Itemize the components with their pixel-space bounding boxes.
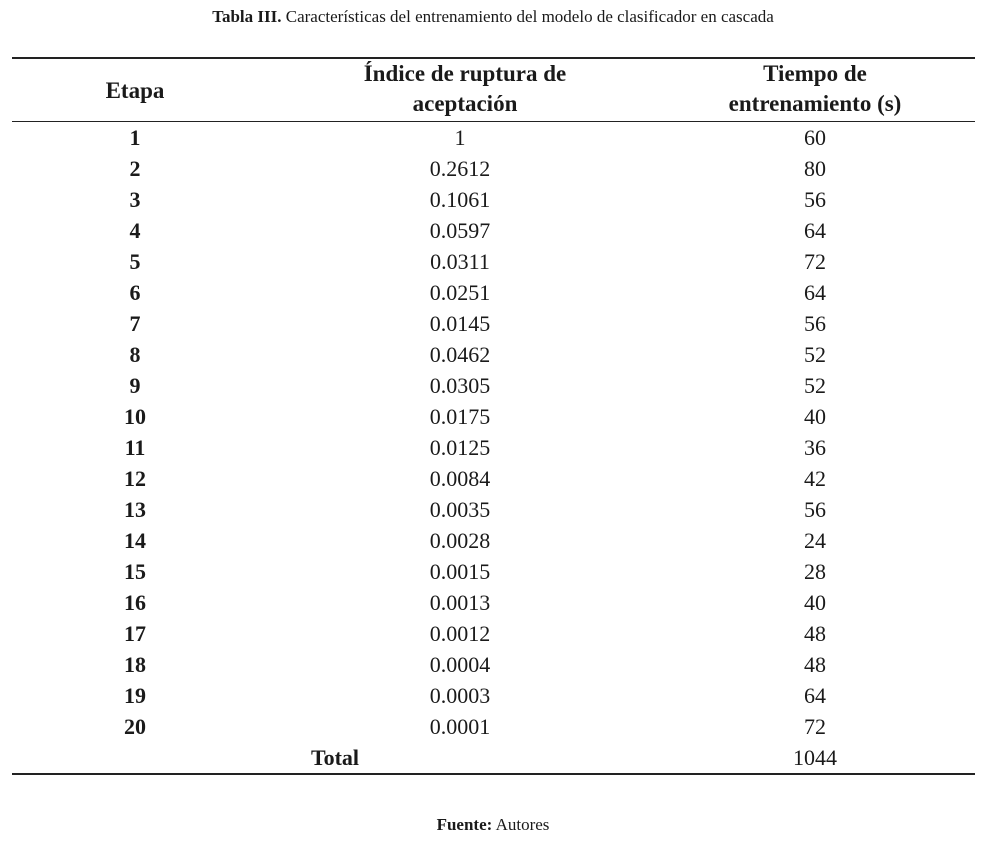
cell-indice: 0.0004	[429, 652, 491, 677]
total-label: Total	[310, 745, 360, 770]
cell-tiempo: 56	[804, 311, 826, 336]
table-caption	[0, 6, 986, 28]
cell-indice: 0.0012	[429, 621, 491, 646]
cell-indice: 0.0084	[429, 466, 491, 491]
header-etapa: Etapa	[105, 78, 165, 103]
cell-tiempo: 72	[804, 714, 826, 739]
cell-tiempo: 24	[804, 528, 826, 553]
total-row	[0, 742, 986, 773]
cell-etapa: 6	[129, 280, 141, 305]
cell-tiempo: 80	[804, 156, 826, 181]
cell-tiempo: 36	[804, 435, 826, 460]
cell-etapa: 16	[124, 590, 146, 615]
cell-tiempo: 64	[804, 683, 826, 708]
table-row	[0, 432, 986, 463]
cell-tiempo: 48	[804, 621, 826, 646]
cell-tiempo: 42	[804, 466, 826, 491]
cell-indice: 0.0003	[429, 683, 491, 708]
table-row	[0, 618, 986, 649]
cell-tiempo: 40	[804, 590, 826, 615]
cell-indice: 0.0035	[429, 497, 491, 522]
cell-tiempo: 60	[804, 125, 826, 150]
table-row	[0, 556, 986, 587]
cell-indice: 1	[454, 125, 466, 150]
caption-text: Características del entrenamiento del modelo de clasificador en cascada	[281, 7, 774, 26]
total-value: 1044	[793, 745, 837, 770]
cell-etapa: 9	[129, 373, 141, 398]
cell-indice: 0.0013	[429, 590, 491, 615]
header-indice-line2: aceptación	[412, 91, 518, 116]
cell-etapa: 15	[124, 559, 146, 584]
cell-etapa: 10	[124, 404, 146, 429]
cell-etapa: 11	[124, 435, 146, 460]
table-row	[0, 308, 986, 339]
caption-label: Tabla III.	[212, 7, 282, 26]
table-row	[0, 711, 986, 742]
cell-indice: 0.0311	[430, 249, 490, 274]
cell-tiempo: 52	[804, 342, 826, 367]
cell-tiempo: 52	[804, 373, 826, 398]
cell-tiempo: 48	[804, 652, 826, 677]
cell-tiempo: 28	[804, 559, 826, 584]
cell-etapa: 1	[129, 125, 141, 150]
cell-indice: 0.0462	[429, 342, 491, 367]
cell-tiempo: 72	[804, 249, 826, 274]
cell-tiempo: 56	[804, 497, 826, 522]
table-row	[0, 649, 986, 680]
cell-etapa: 3	[129, 187, 141, 212]
cell-indice: 0.0125	[429, 435, 491, 460]
cell-indice: 0.0015	[429, 559, 491, 584]
table-row	[0, 525, 986, 556]
cell-etapa: 8	[129, 342, 141, 367]
cell-etapa: 4	[129, 218, 141, 243]
cell-etapa: 18	[124, 652, 146, 677]
table-bottom-rule	[12, 773, 975, 775]
cell-tiempo: 56	[804, 187, 826, 212]
source-note	[0, 814, 986, 836]
table-row	[0, 122, 986, 153]
source-text: Autores	[492, 815, 550, 834]
cell-indice: 0.0305	[429, 373, 491, 398]
cell-indice: 0.0145	[429, 311, 491, 336]
header-tiempo	[695, 59, 935, 119]
table-row	[0, 587, 986, 618]
cell-etapa: 2	[129, 156, 141, 181]
table-row	[0, 246, 986, 277]
table-row	[0, 680, 986, 711]
cell-indice: 0.2612	[429, 156, 491, 181]
cell-etapa: 13	[124, 497, 146, 522]
cell-indice: 0.1061	[429, 187, 491, 212]
cell-indice: 0.0251	[429, 280, 491, 305]
cell-etapa: 7	[129, 311, 141, 336]
table-body	[0, 122, 986, 742]
cell-etapa: 5	[129, 249, 141, 274]
cell-tiempo: 64	[804, 218, 826, 243]
table-row	[0, 153, 986, 184]
cell-indice: 0.0597	[429, 218, 491, 243]
header-tiempo-line2: entrenamiento (s)	[728, 91, 902, 116]
table-row	[0, 401, 986, 432]
header-indice	[330, 59, 600, 119]
table-row	[0, 494, 986, 525]
table-row	[0, 339, 986, 370]
source-label: Fuente:	[436, 815, 493, 834]
cell-indice: 0.0001	[429, 714, 491, 739]
table-row	[0, 215, 986, 246]
cell-etapa: 17	[124, 621, 146, 646]
cell-indice: 0.0175	[429, 404, 491, 429]
cell-etapa: 12	[124, 466, 146, 491]
cell-tiempo: 40	[804, 404, 826, 429]
header-indice-line1: Índice de ruptura de	[363, 61, 567, 86]
cell-etapa: 19	[124, 683, 146, 708]
cell-tiempo: 64	[804, 280, 826, 305]
table-row	[0, 370, 986, 401]
table-row	[0, 277, 986, 308]
table-row	[0, 184, 986, 215]
table-row	[0, 463, 986, 494]
cell-etapa: 20	[124, 714, 146, 739]
header-tiempo-line1: Tiempo de	[763, 61, 867, 86]
cell-indice: 0.0028	[429, 528, 491, 553]
cell-etapa: 14	[124, 528, 146, 553]
